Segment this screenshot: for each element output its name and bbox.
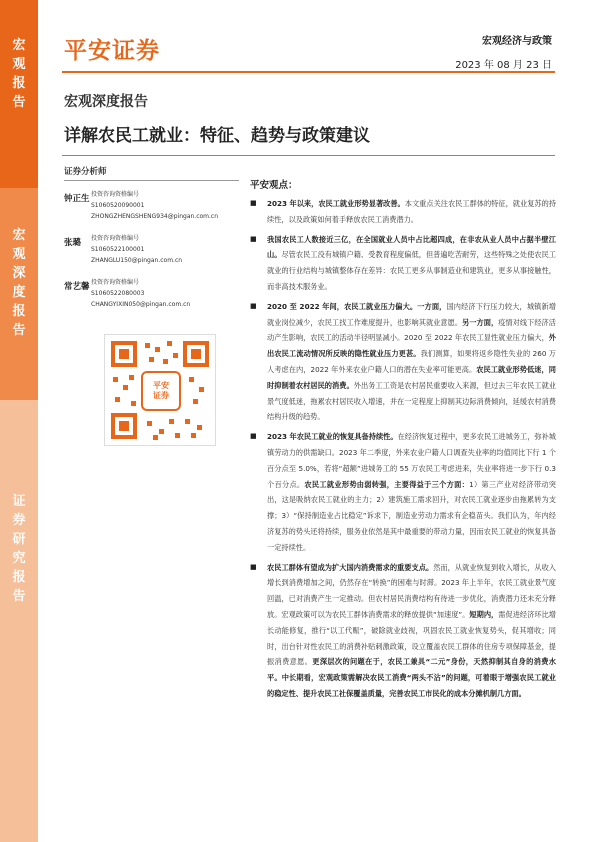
bullet-icon: ■ bbox=[250, 432, 257, 441]
paragraph-text: 1）第三产业对经济带动突出，这是吸纳农民工就业的主力；2）建筑施工需求回升，对农民工就业逐步由拖累转为支撑；3）“保持制造业占比稳定”诉求下，制造业劳动力需求有企稳苗头。我们认为，年内经济复苏的势头还将持续，服务业依然是其中最重要的带动力量，因而农民工就业的恢复具备一定持续性。 bbox=[267, 479, 556, 552]
header-divider bbox=[62, 71, 555, 73]
viewpoint-paragraph bbox=[250, 232, 556, 295]
paragraph-bold-text: 更深层次的问题在于，农民工兼具“二元”身份，天然抑制其自身的消费水平。中长期看，宏观政策需解决农民工消费“两头不沾”的问题，可着眼于增强农民工就业的稳定性、提升农民工社保覆盖质量，完善农民工市民化的成本分摊机制几方面。 bbox=[267, 657, 556, 698]
analyst-cert-number: S1060520090001 bbox=[91, 202, 145, 209]
sidebar bbox=[0, 0, 38, 842]
paragraph-bold-text: 外出农民工流动情况所反映的隐性就业压力更甚。 bbox=[267, 333, 556, 359]
paragraph-text: 疫情对线下经济活动产生影响，农民工的活动半径明显减小。2020 至 2022 年农民工显性就业压力偏大， bbox=[267, 317, 556, 343]
bullet-icon: ■ bbox=[250, 301, 257, 310]
analyst-entry bbox=[64, 233, 232, 266]
sidebar-block-research bbox=[0, 400, 38, 842]
analysts-heading: 证券分析师 bbox=[64, 165, 239, 181]
paragraph-text: 外出务工工资是农村居民重要收入来源，但过去三年农民工就业景气度低迷，拖累农村居民收入增速，并在一定程度上抑制其边际消费倾向，延缓农村消费结构升级的趋势。 bbox=[267, 380, 556, 422]
sidebar-block-report bbox=[0, 0, 38, 188]
sidebar-label-report: 宏观报告 bbox=[12, 38, 26, 110]
paragraph-text: 本文重点关注农民工群体的特征，就业复苏的持续性，以及政策如何着手释放农民工消费潜力。 bbox=[267, 199, 556, 224]
report-category: 宏观经济与政策 bbox=[482, 36, 552, 47]
viewpoint-paragraph bbox=[250, 560, 556, 702]
report-date: 2023 年 08 月 23 日 bbox=[455, 60, 552, 71]
analyst-info bbox=[91, 277, 190, 310]
sidebar-block-deep bbox=[0, 188, 38, 400]
paragraph-bold-text: 我国农民工人数接近三亿，在全国就业人员中占比超四成，在非农从业人员中占据半壁江山。 bbox=[267, 234, 556, 260]
paragraph-bold-text: 2020 至 2022 年间，农民工就业压力偏大。一方面， bbox=[267, 301, 447, 311]
analyst-name: 常艺馨 bbox=[64, 282, 90, 292]
page-title: 详解农民工就业：特征、趋势与政策建议 bbox=[64, 126, 370, 146]
qr-logo-line: 平安 bbox=[153, 381, 169, 390]
analyst-info bbox=[91, 189, 218, 222]
qr-code bbox=[104, 334, 216, 446]
analyst-entry bbox=[64, 277, 232, 310]
bullet-icon: ■ bbox=[250, 234, 257, 243]
bullet-icon: ■ bbox=[250, 562, 257, 571]
viewpoint-paragraph bbox=[250, 196, 556, 228]
paragraph-bold-text: 农民工就业形势由弱转强，主要得益于三个方面： bbox=[304, 479, 470, 489]
analyst-cert-label: 投资咨询资格编号 bbox=[91, 279, 140, 286]
paragraph-text: 需促进经济环比增长动能修复，推行“以工代赈”，破除就业歧视，巩固农民工就业恢复势头，促其增收；同时，出台针对性农民工的消费补贴刺激政策，设立覆盖农民工群体的住房专项保障基金，提振消费意愿。 bbox=[267, 609, 556, 667]
sidebar-label-deep: 宏观深度报告 bbox=[12, 228, 26, 338]
analyst-cert-number: S1060522080003 bbox=[91, 290, 145, 297]
analyst-name: 张璐 bbox=[64, 238, 82, 248]
paragraph-text: 我们测算，如果将返乡隐性失业的 260 万人考虑在内，2022 年外来农业户籍人口的潜在失业率可能更高。 bbox=[267, 349, 556, 374]
paragraph-text: 在经济恢复过程中，更多农民工进城务工，弥补城镇劳动力的供需缺口。2023 年二季度，外来农业户籍人口调查失业率的均值同比下行 1 个百分点至 5.0%，若将“超额”进城务工的 55 万农民工考虑进来，失业率将进一步下行 0.3 个百分点。 bbox=[267, 432, 556, 489]
analyst-email[interactable]: ZHANGLU150@pingan.com.cn bbox=[91, 257, 183, 264]
analyst-email[interactable]: CHANGYIXIN050@pingan.com.cn bbox=[91, 301, 191, 308]
paragraph-bold-text: 短期内， bbox=[469, 609, 499, 619]
paragraph-text: 然而，从就业恢复到收入增长，从收入增长到消费增加之间，仍然存在“转换”的困难与时滞。2023 年上半年，农民工就业景气度回温，已对消费产生一定推动。但农村居民消费结构有待进一步优化，消费潜力还未充分释放。宏观政策可以为农民工群体消费需求的释放提供“加速度”。 bbox=[267, 562, 556, 619]
paragraph-bold-text: 2023 年农民工就业的恢复具备持续性。 bbox=[267, 432, 398, 442]
paragraph-bold-text: 农民工就业形势低迷，同时抑制着农村居民的消费。 bbox=[267, 364, 556, 390]
brand-logo: 平安证券 bbox=[64, 38, 160, 64]
analyst-email[interactable]: ZHONGZHENGSHENG934@pingan.com.cn bbox=[91, 213, 219, 220]
analyst-info bbox=[91, 233, 182, 266]
viewpoint-paragraph bbox=[250, 299, 556, 425]
qr-logo bbox=[141, 371, 181, 411]
analyst-cert-label: 投资咨询资格编号 bbox=[91, 191, 140, 198]
viewpoint-list bbox=[250, 196, 556, 702]
analyst-cert-label: 投资咨询资格编号 bbox=[91, 235, 140, 242]
qr-logo-line: 证券 bbox=[153, 391, 169, 400]
analyst-name: 钟正生 bbox=[64, 194, 90, 204]
analyst-cert-number: S1060522100001 bbox=[91, 246, 145, 253]
report-type: 宏观深度报告 bbox=[64, 94, 148, 110]
bullet-icon: ■ bbox=[250, 199, 257, 207]
analysts-panel bbox=[64, 165, 232, 321]
analyst-entry bbox=[64, 189, 232, 222]
title-divider bbox=[62, 155, 555, 156]
paragraph-text: 国内经济下行压力较大，城镇新增就业岗位减少，农民工找工作难度提升，也影响其就业意愿。 bbox=[267, 301, 556, 327]
main-content bbox=[250, 177, 556, 706]
viewpoint-paragraph bbox=[250, 429, 556, 555]
paragraph-bold-text: 2023 年以来，农民工就业形势显著改善。 bbox=[267, 199, 405, 208]
sidebar-label-research: 证券研究报告 bbox=[12, 494, 26, 604]
paragraph-bold-text: 另一方面， bbox=[462, 317, 499, 327]
paragraph-text: 尽管农民工没有城镇户籍、受教育程度偏低，但普遍吃苦耐劳，这些特殊之处使农民工就业的行业结构与城镇整体存在差异：农民工更多从事制造业和建筑业，更多从事接触性，而非高技术服务业。 bbox=[267, 250, 556, 291]
paragraph-bold-text: 农民工群体有望成为扩大国内消费需求的重要支点。 bbox=[267, 562, 434, 572]
viewpoint-heading: 平安观点： bbox=[250, 180, 298, 191]
